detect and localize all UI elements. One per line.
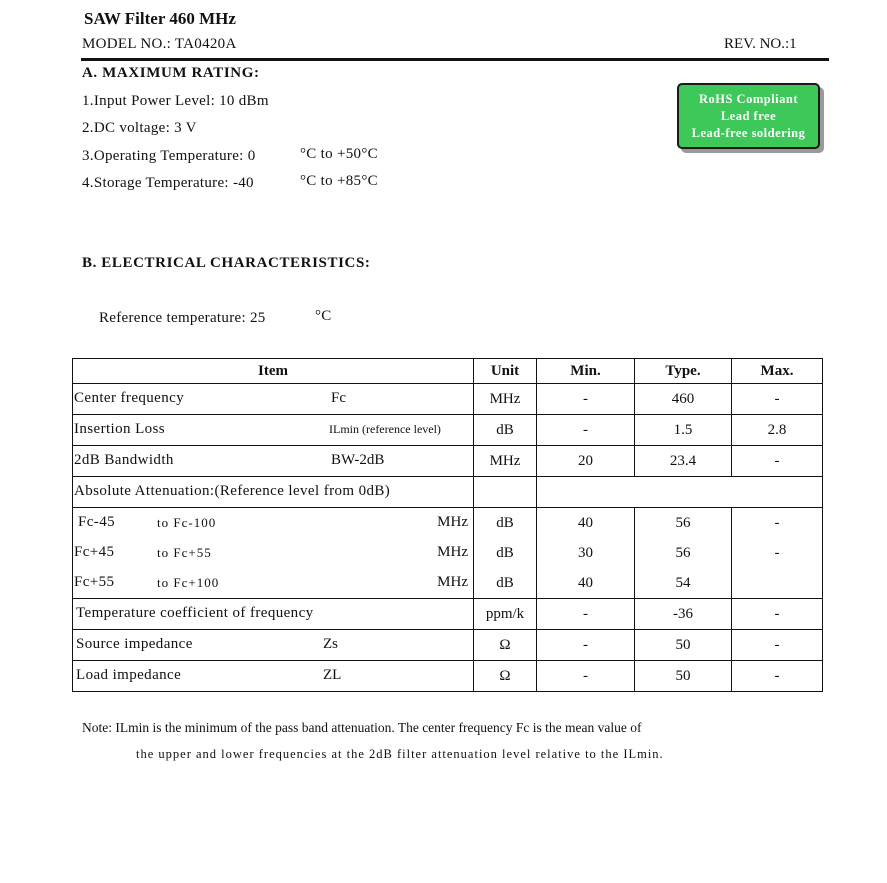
note-line-2: the upper and lower frequencies at the 2dB filter attenuation level relative to the ILmin. xyxy=(136,747,664,761)
row-min: - xyxy=(537,415,635,446)
row-unit: MHz xyxy=(474,446,537,477)
attenuation-row xyxy=(73,568,823,599)
attenuation-item-cell xyxy=(73,568,474,599)
attenuation-title-values xyxy=(537,477,823,508)
rohs-line-1: RoHS Compliant xyxy=(698,91,799,106)
row-symbol: ZL xyxy=(323,667,342,683)
row-name: Source impedance xyxy=(76,636,193,652)
row-unit: MHz xyxy=(474,384,537,415)
rating-item: 3.Operating Temperature: 0 xyxy=(82,148,256,164)
row-unit: ppm/k xyxy=(474,599,537,630)
row-name: Temperature coefficient of frequency xyxy=(76,605,314,621)
row-unit: Ω xyxy=(474,661,537,692)
row-item-cell xyxy=(73,415,474,446)
row-typ: 1.5 xyxy=(635,415,732,446)
attenuation-title: Absolute Attenuation:(Reference level from 0dB) xyxy=(74,483,391,499)
row-max: - xyxy=(732,446,823,477)
attenuation-max: - xyxy=(732,508,823,539)
row-min: - xyxy=(537,599,635,630)
attenuation-from: Fc-45 xyxy=(78,514,115,530)
row-item-cell xyxy=(73,446,474,477)
attenuation-title-row xyxy=(73,477,823,508)
row-name: Center frequency xyxy=(74,390,185,406)
attenuation-row xyxy=(73,508,823,539)
attenuation-unit: dB xyxy=(474,508,537,539)
attenuation-title-unit xyxy=(474,477,537,508)
header-min: Min. xyxy=(537,359,635,384)
rohs-line-3: Lead-free soldering xyxy=(691,125,806,140)
characteristics-table xyxy=(72,358,823,692)
row-typ: 460 xyxy=(635,384,732,415)
attenuation-from: Fc+55 xyxy=(74,574,115,590)
row-name: 2dB Bandwidth xyxy=(74,452,174,468)
row-max: - xyxy=(732,630,823,661)
attenuation-unit: dB xyxy=(474,568,537,599)
row-symbol: Zs xyxy=(323,636,338,652)
attenuation-freq-unit: MHz xyxy=(437,514,468,530)
row-typ: 50 xyxy=(635,661,732,692)
attenuation-to: to Fc+55 xyxy=(157,545,212,560)
rohs-badge xyxy=(677,83,820,149)
table-row xyxy=(73,661,823,692)
header-unit: Unit xyxy=(474,359,537,384)
row-unit: dB xyxy=(474,415,537,446)
table-row xyxy=(73,415,823,446)
attenuation-min: 40 xyxy=(537,508,635,539)
attenuation-min: 40 xyxy=(537,568,635,599)
row-max: - xyxy=(732,599,823,630)
row-symbol: ILmin (reference level) xyxy=(329,422,441,436)
attenuation-max xyxy=(732,568,823,599)
rating-item: 1.Input Power Level: 10 dBm xyxy=(82,93,269,109)
row-max: 2.8 xyxy=(732,415,823,446)
row-item-cell xyxy=(73,384,474,415)
row-min: - xyxy=(537,630,635,661)
header-item: Item xyxy=(73,359,474,384)
rohs-line-2: Lead free xyxy=(720,108,777,123)
row-symbol: BW-2dB xyxy=(331,452,385,468)
row-min: 20 xyxy=(537,446,635,477)
section-b-title: B. ELECTRICAL CHARACTERISTICS: xyxy=(82,255,371,271)
row-item-cell xyxy=(73,661,474,692)
row-item-cell xyxy=(73,599,474,630)
attenuation-to: to Fc-100 xyxy=(157,515,217,530)
table-row xyxy=(73,599,823,630)
model-number: MODEL NO.: TA0420A xyxy=(82,36,237,52)
header-max: Max. xyxy=(732,359,823,384)
row-symbol: Fc xyxy=(331,390,346,406)
attenuation-min: 30 xyxy=(537,538,635,568)
row-max: - xyxy=(732,384,823,415)
note-line-1: Note: ILmin is the minimum of the pass band attenuation. The center frequency Fc is the mean value of xyxy=(82,720,642,735)
row-min: - xyxy=(537,661,635,692)
header-typ: Type. xyxy=(635,359,732,384)
row-item-cell xyxy=(73,630,474,661)
attenuation-typ: 56 xyxy=(635,508,732,539)
section-a-title: A. MAXIMUM RATING: xyxy=(82,65,260,81)
rating-item-range: °C to +85°C xyxy=(300,173,378,189)
row-min: - xyxy=(537,384,635,415)
attenuation-freq-unit: MHz xyxy=(437,574,468,590)
attenuation-title-cell xyxy=(73,477,474,508)
table-row xyxy=(73,630,823,661)
reference-temperature: Reference temperature: 25 xyxy=(99,310,266,326)
row-name: Insertion Loss xyxy=(74,421,166,437)
row-max: - xyxy=(732,661,823,692)
attenuation-unit: dB xyxy=(474,538,537,568)
reference-temperature-unit: °C xyxy=(315,308,332,324)
row-name: Load impedance xyxy=(76,667,182,683)
attenuation-from: Fc+45 xyxy=(74,544,115,560)
row-unit: Ω xyxy=(474,630,537,661)
attenuation-item-cell xyxy=(73,538,474,568)
table-row xyxy=(73,384,823,415)
attenuation-to: to Fc+100 xyxy=(157,575,220,590)
table-row xyxy=(73,446,823,477)
revision-number: REV. NO.:1 xyxy=(724,36,797,52)
attenuation-freq-unit: MHz xyxy=(437,544,468,560)
attenuation-row xyxy=(73,538,823,568)
attenuation-max: - xyxy=(732,538,823,568)
attenuation-item-cell xyxy=(73,508,474,539)
attenuation-typ: 56 xyxy=(635,538,732,568)
rating-item: 4.Storage Temperature: -40 xyxy=(82,175,254,191)
document-title: SAW Filter 460 MHz xyxy=(84,9,236,28)
rating-item-range: °C to +50°C xyxy=(300,146,378,162)
rating-item: 2.DC voltage: 3 V xyxy=(82,120,197,136)
attenuation-typ: 54 xyxy=(635,568,732,599)
table-header-row xyxy=(73,359,823,384)
row-typ: 23.4 xyxy=(635,446,732,477)
row-typ: 50 xyxy=(635,630,732,661)
header-divider xyxy=(81,58,829,61)
row-typ: -36 xyxy=(635,599,732,630)
